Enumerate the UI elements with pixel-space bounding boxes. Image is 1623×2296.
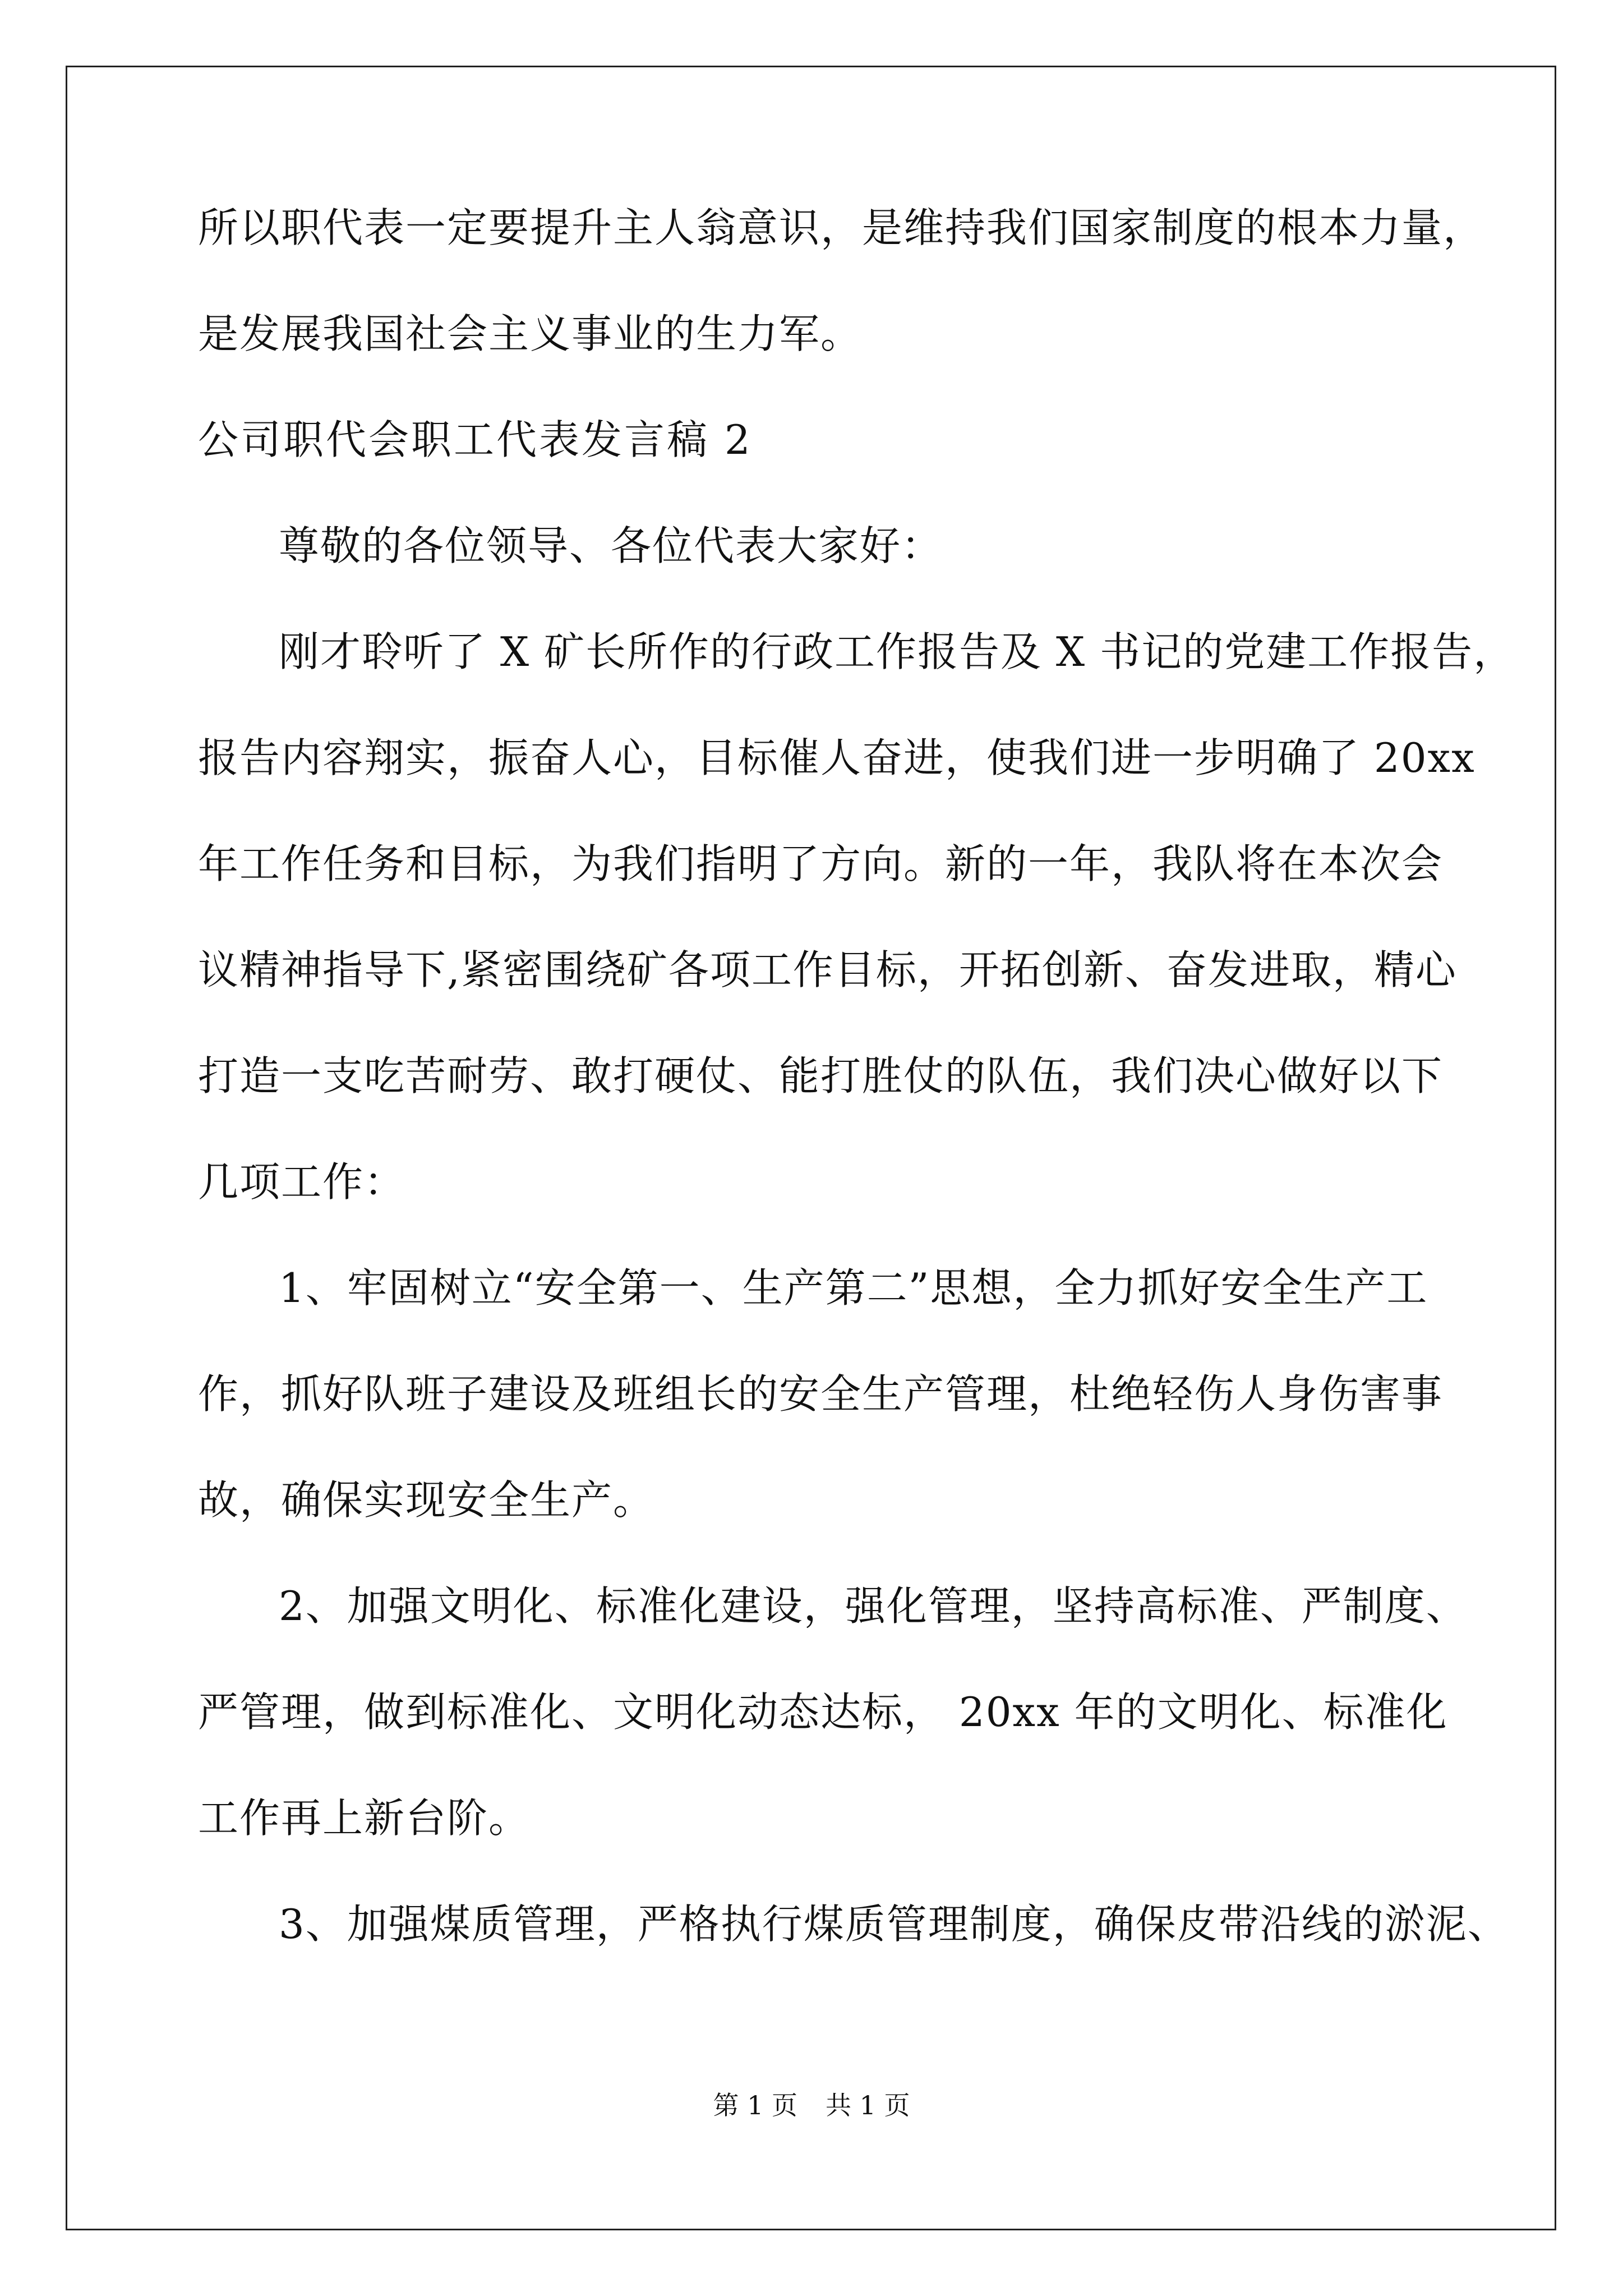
text-line: 报告内容翔实，振奋人心，目标催人奋进，使我们进一步明确了 20xx — [198, 734, 1476, 781]
list-item-1-line: 1、牢固树立“安全第一、生产第二”思想，全力抓好安全生产工 — [279, 1264, 1428, 1312]
page-footer — [0, 2092, 1623, 2118]
document-body — [198, 204, 1515, 2010]
text-line: 年工作任务和目标，为我们指明了方向。新的一年，我队将在本次会 — [198, 840, 1444, 887]
text-line: 严管理，做到标准化、文明化动态达标， 20xx 年的文明化、标准化 — [198, 1688, 1448, 1736]
text-line: 几项工作： — [198, 1158, 406, 1205]
list-item-2-line: 2、加强文明化、标准化建设，强化管理，坚持高标准、严制度、 — [279, 1582, 1468, 1630]
page-number: 第 1 页 — [713, 2090, 797, 2120]
text-line: 议精神指导下,紧密围绕矿各项工作目标，开拓创新、奋发进取，精心 — [198, 946, 1457, 993]
text-line: 打造一支吃苦耐劳、敢打硬仗、能打胜仗的队伍，我们决心做好以下 — [198, 1052, 1444, 1099]
section-title: 公司职代会职工代表发言稿 2 — [198, 416, 753, 463]
text-line: 所以职代表一定要提升主人翁意识，是维持我们国家制度的根本力量， — [198, 204, 1485, 251]
text-line: 故，确保实现安全生产。 — [198, 1476, 655, 1524]
text-line: 工作再上新台阶。 — [198, 1795, 531, 1842]
text-line: 是发展我国社会主义事业的生力军。 — [198, 310, 863, 357]
text-line: 刚才聆听了 X 矿长所作的行政工作报告及 X 书记的党建工作报告， — [279, 628, 1515, 675]
text-line: 作，抓好队班子建设及班组长的安全生产管理，杜绝轻伤人身伤害事 — [198, 1370, 1444, 1418]
greeting-line: 尊敬的各位领导、各位代表大家好： — [279, 522, 943, 569]
page-total: 共 1 页 — [826, 2090, 910, 2120]
list-item-3-line: 3、加强煤质管理，严格执行煤质管理制度，确保皮带沿线的淤泥、 — [279, 1901, 1509, 1948]
